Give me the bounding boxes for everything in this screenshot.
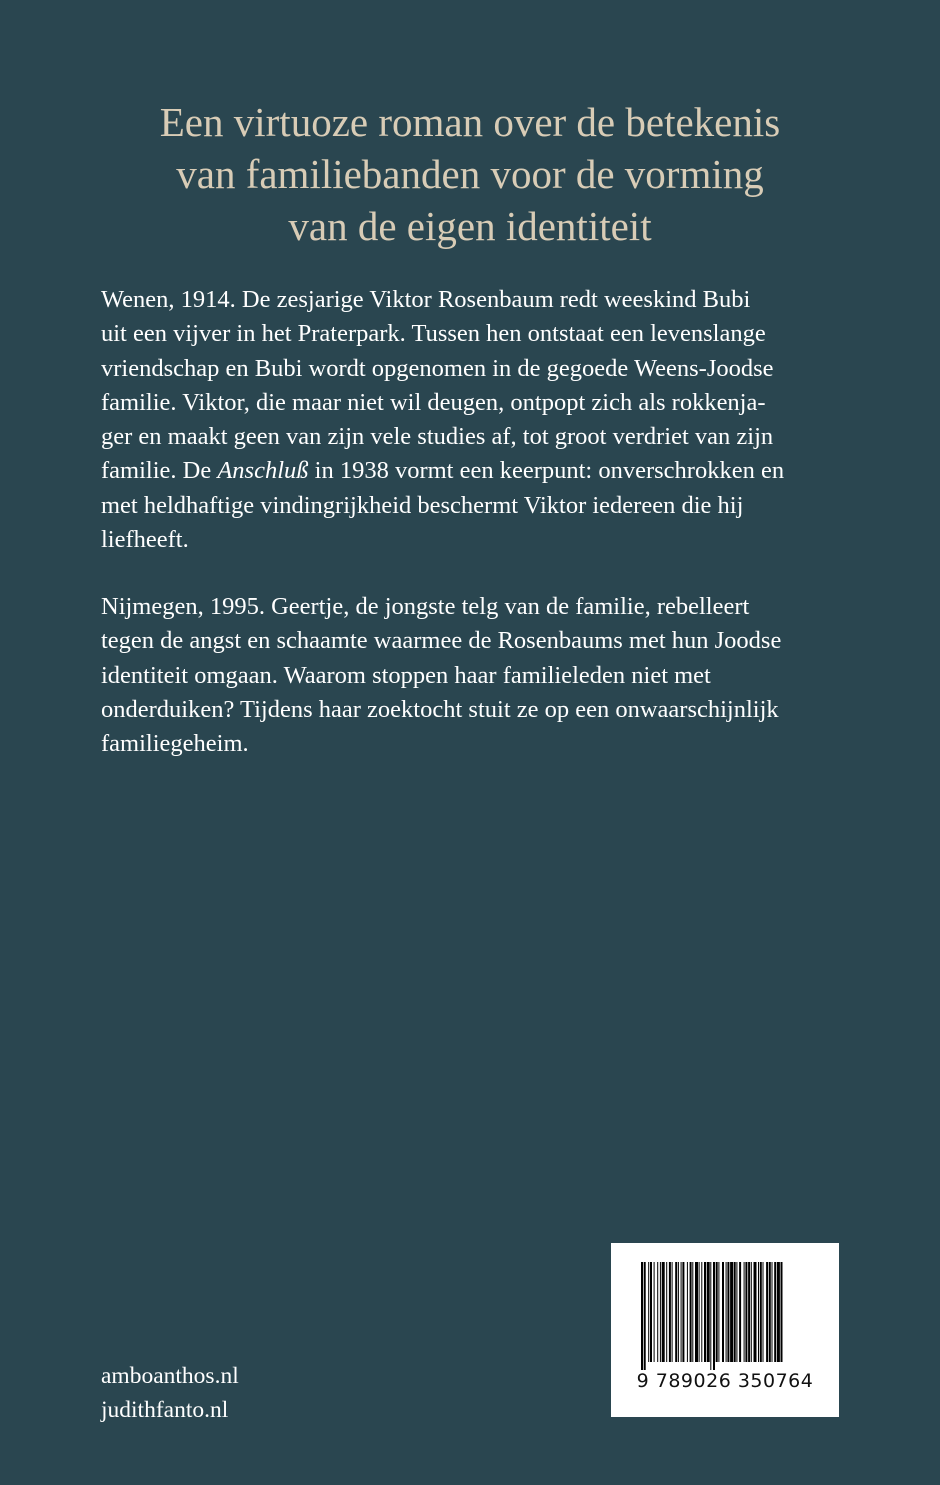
website-links (101, 1359, 239, 1427)
barcode-bar (781, 1262, 783, 1362)
barcode-bar (730, 1262, 733, 1362)
blurb-line: identiteit omgaan. Waarom stoppen haar familieleden niet met (101, 661, 711, 689)
isbn-barcode (611, 1243, 839, 1417)
barcode-bar (713, 1262, 715, 1370)
barcode-bar (748, 1262, 750, 1362)
barcode-bar (669, 1262, 671, 1362)
barcode-bar (734, 1262, 736, 1362)
barcode-bar (739, 1262, 741, 1362)
blurb-text: familie. De (101, 457, 218, 485)
blurb-line: uit een vijver in het Praterpark. Tussen hen ontstaat een levenslange (101, 320, 766, 348)
barcode-bar (650, 1262, 652, 1362)
blurb-text: in 1938 vormt een keerpunt: onverschrokken en (308, 457, 785, 485)
barcode-bar (644, 1262, 646, 1370)
barcode-bars (639, 1262, 811, 1370)
barcode-bar (760, 1262, 762, 1362)
barcode-bar (710, 1262, 711, 1370)
blurb-line: familie. Viktor, die maar niet wil deugen, ontpopt zich als rokkenja- (101, 388, 766, 416)
barcode-bar (648, 1262, 649, 1362)
barcode-bar (722, 1262, 724, 1362)
blurb-line: liefheeft. (101, 526, 189, 554)
barcode-bar (777, 1262, 780, 1362)
barcode-bar (675, 1262, 677, 1362)
barcode-bar (701, 1262, 702, 1362)
anschluss-term: Anschluß (217, 457, 309, 485)
barcode-bar (690, 1262, 692, 1362)
barcode-bar (726, 1262, 727, 1362)
publisher-link[interactable]: amboanthos.nl (101, 1363, 239, 1389)
barcode-bar (681, 1262, 682, 1362)
author-link[interactable]: judithfanto.nl (101, 1397, 229, 1423)
barcode-bar (699, 1262, 700, 1362)
isbn-number: 9 789026 350764 (636, 1370, 814, 1392)
barcode-bar (718, 1262, 719, 1362)
barcode-bar (678, 1262, 679, 1362)
barcode-bar (754, 1262, 757, 1362)
blurb-line: met heldhaftige vindingrijkheid beschermt Viktor iedereen die hij (101, 491, 744, 519)
blurb-paragraph-vienna (101, 283, 841, 557)
barcode-bar (666, 1262, 667, 1362)
blurb-line: vriendschap en Bubi wordt opgenomen in de gegoede Weens-Joodse (101, 354, 774, 382)
barcode-bar (695, 1262, 698, 1362)
barcode-bar (774, 1262, 776, 1362)
barcode-bar (662, 1262, 665, 1362)
blurb-line: ger en maakt geen van zijn vele studies af, tot groot verdriet van zijn (101, 423, 774, 451)
blurb-line (101, 454, 841, 488)
barcode-bar (682, 1262, 684, 1362)
barcode-bar (716, 1262, 718, 1362)
barcode-bar (672, 1262, 673, 1362)
barcode-bar (660, 1262, 661, 1362)
barcode-bar (704, 1262, 706, 1362)
barcode-bar (687, 1262, 688, 1362)
barcode-bar (763, 1262, 764, 1362)
barcode-bar (657, 1262, 658, 1362)
tagline-line: van de eigen identiteit (288, 203, 652, 249)
barcode-bar (692, 1262, 693, 1362)
tagline (60, 96, 880, 252)
blurb-line: familiegeheim. (101, 730, 249, 758)
barcode-bar (744, 1262, 745, 1362)
blurb-paragraph-nijmegen (101, 590, 841, 761)
blurb-line: onderduiken? Tijdens haar zoektocht stuit ze op een onwaarschijnlijk (101, 695, 779, 723)
barcode-bar (641, 1262, 643, 1370)
barcode-bar (745, 1262, 747, 1362)
barcode-bar (736, 1262, 737, 1362)
barcode-bar (707, 1262, 710, 1362)
barcode-bar (772, 1262, 773, 1362)
barcode-bar (654, 1262, 655, 1362)
barcode-bar (766, 1262, 768, 1362)
tagline-line: van familiebanden voor de vorming (176, 151, 764, 197)
blurb-line: tegen de angst en schaamte waarmee de Rosenbaums met hun Joodse (101, 627, 782, 655)
barcode-bar (751, 1262, 752, 1362)
barcode-bar (727, 1262, 729, 1362)
blurb-line: Wenen, 1914. De zesjarige Viktor Rosenbaum redt weeskind Bubi (101, 286, 751, 313)
blurb-line: Nijmegen, 1995. Geertje, de jongste telg van de familie, rebelleert (101, 593, 750, 620)
barcode-bar (769, 1262, 771, 1362)
tagline-line: Een virtuoze roman over de betekenis (159, 99, 781, 145)
barcode-bar (758, 1262, 759, 1362)
